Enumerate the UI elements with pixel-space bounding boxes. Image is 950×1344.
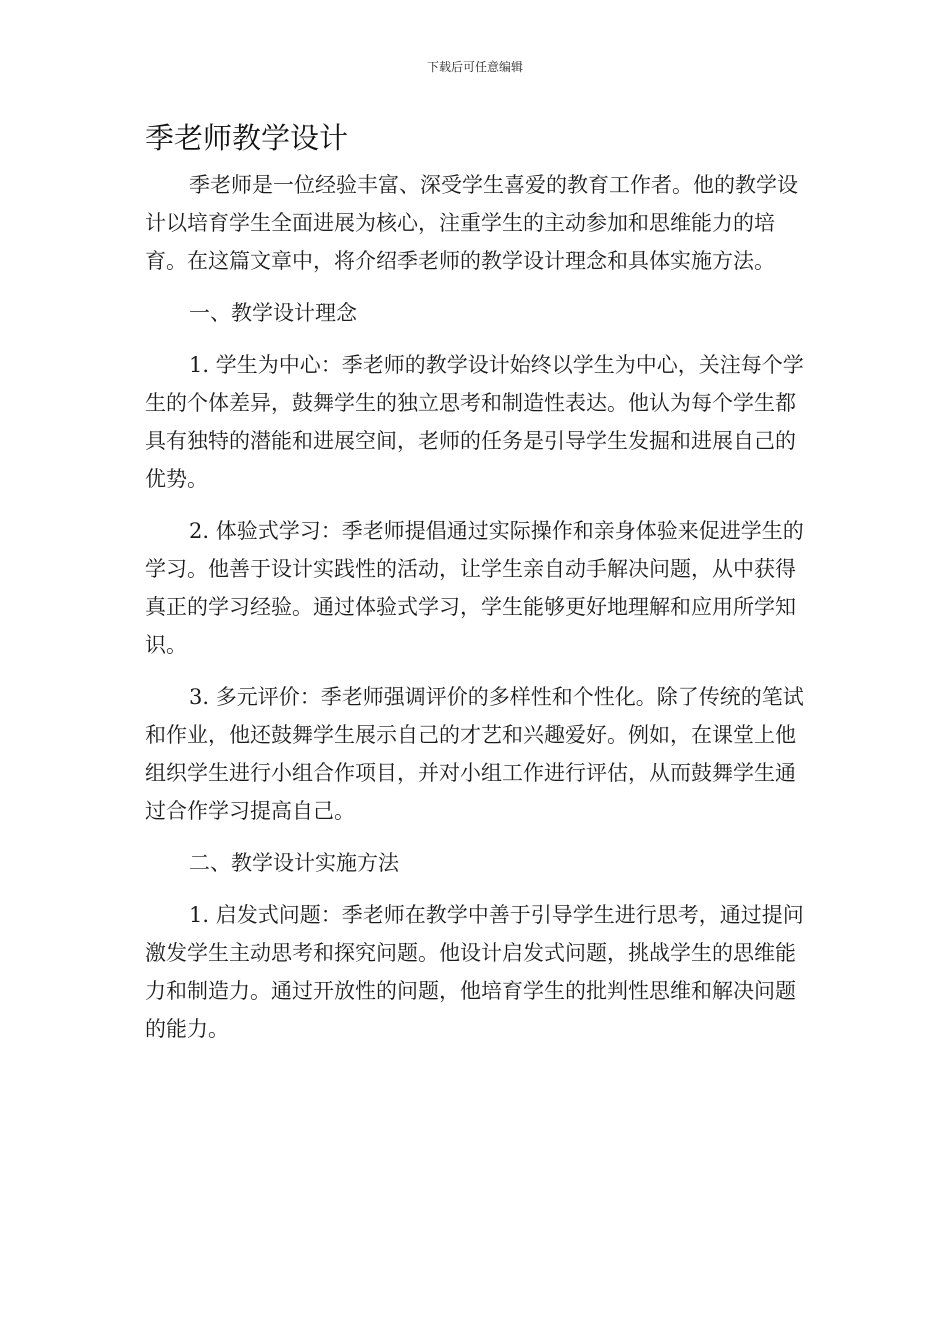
document-body <box>145 166 805 1062</box>
section-heading-design-philosophy: 一、教学设计理念 <box>189 301 357 325</box>
list-item-heuristic-questions: 1. 启发式问题：季老师在教学中善于引导学生进行思考，通过提问激发学生主动思考和探究问题。他设计启发式问题，挑战学生的思维能力和制造力。通过开放性的问题，他培育学生的批判性思维和解决问题的能力。 <box>145 903 804 1041</box>
list-item-diverse-evaluation: 3. 多元评价：季老师强调评价的多样性和个性化。除了传统的笔试和作业，他还鼓舞学生展示自己的才艺和兴趣爱好。例如，在课堂上他组织学生进行小组合作项目，并对小组工作进行评估，从而鼓舞学生通过合作学习提高自己。 <box>145 685 804 823</box>
document-title: 季老师教学设计 <box>145 121 349 155</box>
intro-paragraph: 季老师是一位经验丰富、深受学生喜爱的教育工作者。他的教学设计以培育学生全面进展为核心，注重学生的主动参加和思维能力的培育。在这篇文章中，将介绍季老师的教学设计理念和具体实施方法。 <box>145 173 798 273</box>
section-heading-implementation-methods: 二、教学设计实施方法 <box>189 851 399 875</box>
header-note: 下载后可任意编辑 <box>426 60 523 74</box>
list-item-experiential-learning: 2. 体验式学习：季老师提倡通过实际操作和亲身体验来促进学生的学习。他善于设计实践性的活动，让学生亲自动手解决问题，从中获得真正的学习经验。通过体验式学习，学生能够更好地理解和应用所学知识。 <box>145 519 804 657</box>
list-item-student-centered: 1. 学生为中心：季老师的教学设计始终以学生为中心，关注每个学生的个体差异，鼓舞学生的独立思考和制造性表达。他认为每个学生都具有独特的潜能和进展空间，老师的任务是引导学生发掘和进展自己的优势。 <box>145 353 804 491</box>
